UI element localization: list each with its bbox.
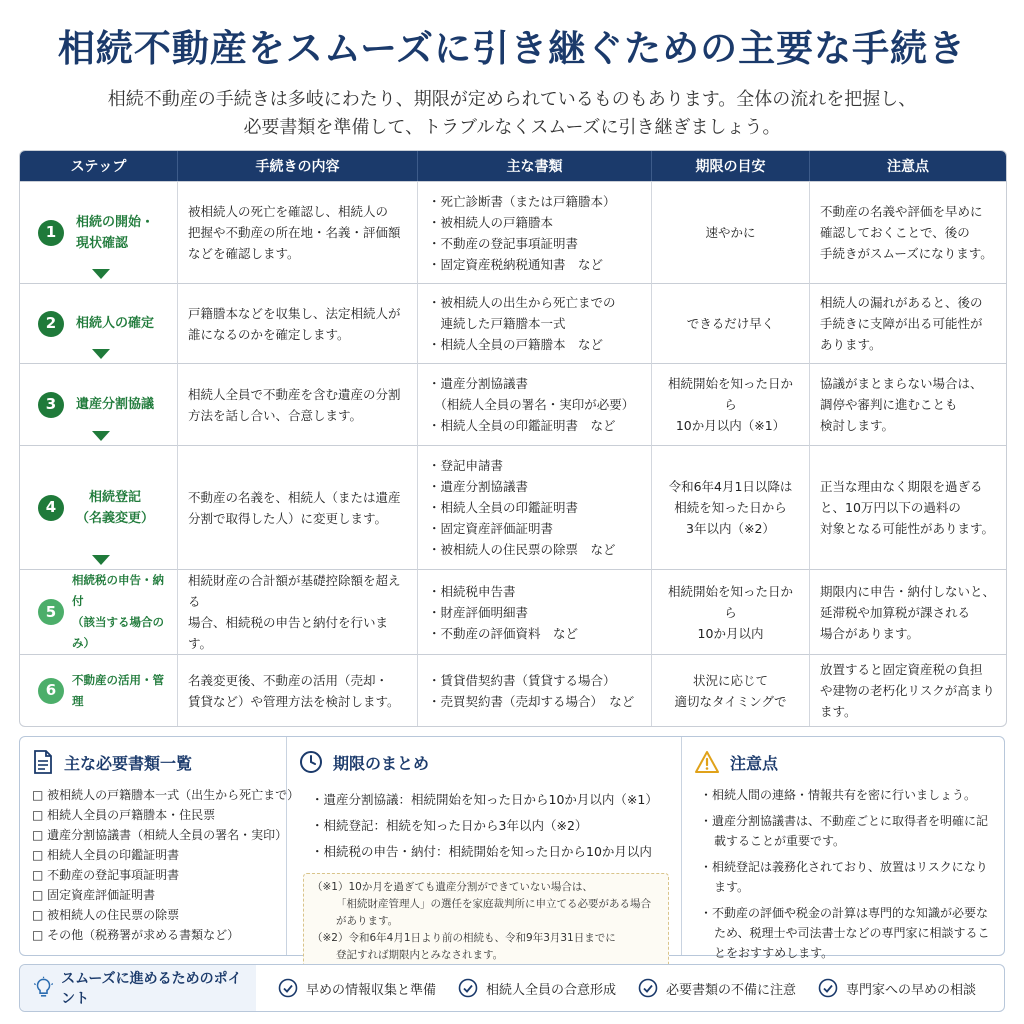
- deadline-summary-heading: 期限のまとめ: [299, 749, 669, 775]
- step-cell: [20, 569, 178, 654]
- table-row: [20, 654, 1006, 726]
- down-arrow-icon: [92, 555, 110, 565]
- step-number-badge: 6: [38, 678, 64, 704]
- list-item: ・ 遺産分割協議書は、不動産ごとに取得者を明確に記載することが重要です。: [700, 811, 992, 851]
- list-item: ・ 相続登記：相続を知った日から3年以内（※2）: [311, 813, 669, 839]
- table-row: [20, 283, 1006, 363]
- required-docs-box: [20, 737, 300, 955]
- notes-cell: 放置すると固定資産税の負担 や建物の老朽化リスクが高まり ます。: [810, 654, 1006, 726]
- summary-panel: [19, 736, 1005, 961]
- subtitle-line: 必要書類を準備して、トラブルなくスムーズに引き継ぎましょう。: [243, 117, 781, 138]
- list-item: □ その他（税務署が求める書類など）: [32, 925, 274, 945]
- notes-cell: 相続人の漏れがあると、後の 手続きに支障が出る可能性が あります。: [810, 283, 1006, 363]
- down-arrow-icon: [92, 349, 110, 359]
- step-number-badge: 3: [38, 392, 64, 418]
- page-title: 相続不動産をスムーズに引き継ぐための主要な手続き: [57, 27, 967, 70]
- list-item: □ 不動産の登記事項証明書: [32, 865, 274, 885]
- table-row: [20, 569, 1006, 654]
- page-subtitle: [0, 86, 1024, 142]
- header-step: ステップ: [20, 151, 178, 181]
- step-label: 相続の開始・ 現状確認: [76, 214, 155, 251]
- header-content: 手続きの内容: [178, 151, 418, 181]
- step-number-badge: 5: [38, 599, 64, 625]
- list-item: □ 固定資産評価証明書: [32, 885, 274, 905]
- step-number-badge: 1: [38, 220, 64, 246]
- step-label: 相続登記 （名義変更）: [76, 489, 155, 526]
- point-item: 相続人全員の合意形成: [458, 978, 616, 998]
- list-item: □ 被相続人の住民票の除票: [32, 905, 274, 925]
- list-item: □ 被相続人の戸籍謄本一式（出生から死亡まで）: [32, 785, 274, 805]
- content-cell: 名義変更後、不動産の活用（売却・ 賃貸など）や管理方法を検討します。: [178, 654, 418, 726]
- deadline-summary-box: [287, 737, 682, 961]
- caution-list: [700, 785, 992, 963]
- step-cell: [20, 181, 178, 283]
- header-deadline: 期限の目安: [652, 151, 810, 181]
- caution-heading: 注意点: [694, 749, 992, 775]
- footnotes: （※1）10か月を過ぎても遺産分割ができていない場合は、 「相続財産管理人」の選任を家庭裁判所に申立てる必要がある場合があります。 （※2）令和6年4月1日より前の相続も、令和9年3月31日までに 登記すれば期限内とみなされます。: [303, 873, 669, 970]
- step-number-badge: 4: [38, 495, 64, 521]
- table-row: [20, 363, 1006, 445]
- list-item: □ 相続人全員の印鑑証明書: [32, 845, 274, 865]
- step-cell: [20, 654, 178, 726]
- content-cell: 被相続人の死亡を確認し、相続人の 把握や不動産の所在地・名義・評価額 などを確認します。: [178, 181, 418, 283]
- required-docs-heading: 主な必要書類一覧: [32, 749, 274, 775]
- step-cell: [20, 363, 178, 445]
- check-circle-icon: [458, 978, 478, 998]
- list-item: □ 相続人全員の戸籍謄本・住民票: [32, 805, 274, 825]
- procedure-table: [19, 150, 1007, 727]
- docs-cell: ・死亡診断書（または戸籍謄本） ・被相続人の戸籍謄本 ・不動産の登記事項証明書 ・固定資産税納税通知書 など: [418, 181, 652, 283]
- docs-cell: ・賃貸借契約書（賃貸する場合） ・売買契約書（売却する場合） など: [418, 654, 652, 726]
- notes-cell: 協議がまとまらない場合は、 調停や審判に進むことも 検討します。: [810, 363, 1006, 445]
- point-item: 必要書類の不備に注意: [638, 978, 796, 998]
- header-docs: 主な書類: [418, 151, 652, 181]
- content-cell: 相続人全員で不動産を含む遺産の分割 方法を話し合い、合意します。: [178, 363, 418, 445]
- docs-cell: ・相続税申告書 ・財産評価明細書 ・不動産の評価資料 など: [418, 569, 652, 654]
- notes-cell: 期限内に申告・納付しないと、 延滞税や加算税が課される 場合があります。: [810, 569, 1006, 654]
- step-cell: [20, 445, 178, 569]
- list-item: ・ 相続税の申告・納付：相続開始を知った日から10か月以内: [311, 839, 669, 865]
- down-arrow-icon: [92, 269, 110, 279]
- deadline-list: [311, 787, 669, 865]
- clock-icon: [299, 750, 323, 774]
- content-cell: 不動産の名義を、相続人（または遺産 分割で取得した人）に変更します。: [178, 445, 418, 569]
- warning-icon: [694, 750, 720, 774]
- list-item: □ 遺産分割協議書（相続人全員の署名・実印）: [32, 825, 274, 845]
- check-circle-icon: [818, 978, 838, 998]
- list-item: ・ 遺産分割協議：相続開始を知った日から10か月以内（※1）: [311, 787, 669, 813]
- caution-box: [682, 737, 1004, 960]
- points-bar: [19, 964, 1005, 1012]
- list-item: ・ 相続登記は義務化されており、放置はリスクになります。: [700, 857, 992, 897]
- step-label: 遺産分割協議: [76, 397, 155, 412]
- document-icon: [32, 750, 54, 774]
- table-row: [20, 181, 1006, 283]
- header-notes: 注意点: [810, 151, 1006, 181]
- step-label: 不動産の活用・管理: [72, 672, 164, 708]
- list-item: ・ 相続人間の連絡・情報共有を密に行いましょう。: [700, 785, 992, 805]
- docs-cell: ・遺産分割協議書 （相続人全員の署名・実印が必要） ・相続人全員の印鑑証明書 など: [418, 363, 652, 445]
- deadline-cell: できるだけ早く: [652, 283, 810, 363]
- deadline-cell: 相続開始を知った日から 10か月以内: [652, 569, 810, 654]
- subtitle-line: 相続不動産の手続きは多岐にわたり、期限が定められているものもあります。全体の流れを把握し、: [107, 89, 917, 110]
- content-cell: 戸籍謄本などを収集し、法定相続人が 誰になるのかを確定します。: [178, 283, 418, 363]
- check-circle-icon: [638, 978, 658, 998]
- docs-cell: ・被相続人の出生から死亡までの 連続した戸籍謄本一式 ・相続人全員の戸籍謄本 など: [418, 283, 652, 363]
- step-label: 相続税の申告・納付 （該当する場合のみ）: [72, 573, 164, 650]
- list-item: ・ 不動産の評価や税金の計算は専門的な知識が必要なため、税理士や司法書士などの専門家に相談することをおすすめします。: [700, 903, 992, 963]
- step-label: 相続人の確定: [76, 316, 155, 331]
- lightbulb-icon: [34, 975, 53, 1001]
- points-heading: スムーズに進めるためのポイント: [20, 965, 256, 1011]
- content-cell: 相続財産の合計額が基礎控除額を超える 場合、相続税の申告と納付を行います。: [178, 569, 418, 654]
- table-header-row: [20, 151, 1006, 181]
- down-arrow-icon: [92, 431, 110, 441]
- deadline-cell: 状況に応じて 適切なタイミングで: [652, 654, 810, 726]
- point-item: 早めの情報収集と準備: [278, 978, 436, 998]
- table-row: [20, 445, 1006, 569]
- notes-cell: 正当な理由なく期限を過ぎる と、10万円以下の過料の 対象となる可能性があります。: [810, 445, 1006, 569]
- required-docs-list: [32, 785, 300, 945]
- deadline-cell: 速やかに: [652, 181, 810, 283]
- deadline-cell: 相続開始を知った日から 10か月以内（※1）: [652, 363, 810, 445]
- deadline-cell: 令和6年4月1日以降は 相続を知った日から 3年以内（※2）: [652, 445, 810, 569]
- step-number-badge: 2: [38, 311, 64, 337]
- check-circle-icon: [278, 978, 298, 998]
- docs-cell: ・登記申請書 ・遺産分割協議書 ・相続人全員の印鑑証明書 ・固定資産評価証明書 ・被相続人の住民票の除票 など: [418, 445, 652, 569]
- notes-cell: 不動産の名義や評価を早めに 確認しておくことで、後の 手続きがスムーズになります。: [810, 181, 1006, 283]
- point-item: 専門家への早めの相談: [818, 978, 976, 998]
- step-cell: [20, 283, 178, 363]
